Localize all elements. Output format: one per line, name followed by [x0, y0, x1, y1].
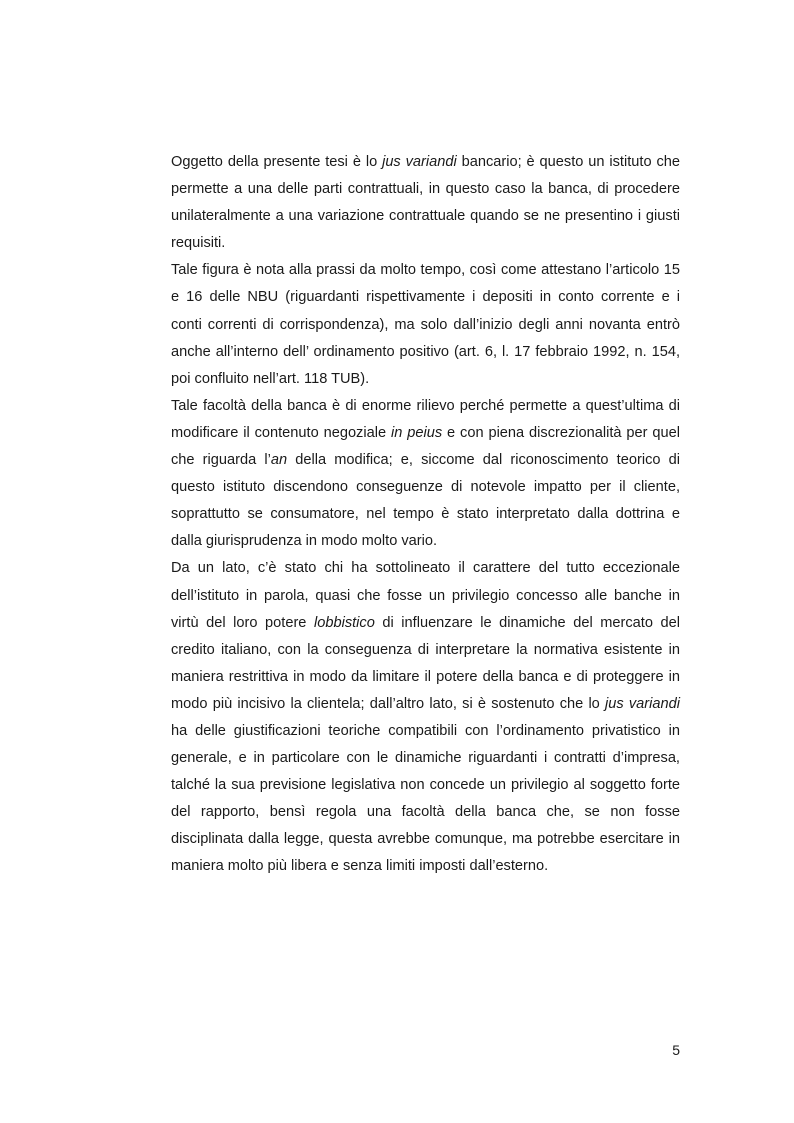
text-line — [171, 501, 680, 528]
italic-term: in peius — [390, 424, 443, 441]
text-segment: permette a una delle parti contrattuali, in questo caso la banca, di procedere — [171, 181, 680, 198]
text-segment: dell’istituto in parola, quasi che fosse un privilegio concesso alle banche in — [171, 587, 680, 604]
text-segment: Da un lato, c’è stato chi ha sottolineato il carattere del tutto eccezionale — [171, 560, 680, 577]
text-segment: disciplinata dalla legge, questa avrebbe comunque, ma potrebbe esercitare in — [171, 831, 680, 848]
text-line — [171, 664, 680, 691]
italic-term: an — [270, 452, 288, 469]
text-segment: modificare il contenuto negoziale — [171, 424, 391, 441]
page-number: 5 — [672, 1042, 680, 1058]
text-line — [171, 718, 680, 745]
text-segment: requisiti. — [171, 235, 226, 252]
text-line — [171, 312, 680, 339]
text-line — [171, 447, 680, 474]
text-segment: del rapporto, bensì regola una facoltà della banca che, se non fosse — [171, 804, 680, 821]
text-segment: poi confluito nell’art. 118 TUB). — [171, 370, 370, 387]
text-segment: generale, e in particolare con le dinamiche riguardanti i contratti d’impresa, — [171, 750, 680, 767]
text-line — [171, 149, 680, 176]
text-line — [171, 637, 680, 664]
text-line — [171, 555, 680, 582]
text-segment: Oggetto della presente tesi è lo — [171, 154, 383, 170]
text-line — [171, 853, 680, 880]
text-segment: e con piena discrezionalità per quel — [442, 424, 680, 441]
text-segment: ha delle giustificazioni teoriche compatibili con l’ordinamento privatistico in — [171, 722, 680, 739]
text-line — [171, 203, 680, 230]
text-segment: anche all’interno dell’ ordinamento positivo (art. 6, l. 17 febbraio 1992, n. 154, — [171, 343, 680, 360]
text-segment: virtù del loro potere — [171, 614, 314, 631]
text-segment: modo più incisivo la clientela; dall’altro lato, si è sostenuto che lo — [171, 695, 606, 712]
text-line — [171, 393, 680, 420]
text-line — [171, 583, 680, 610]
text-segment: bancario; è questo un istituto che — [456, 154, 680, 170]
text-line — [171, 799, 680, 826]
text-line — [171, 745, 680, 772]
text-segment: talché la sua previsione legislativa non concede un privilegio al soggetto forte — [171, 777, 680, 794]
text-line — [171, 284, 680, 311]
text-segment: unilateralmente a una variazione contrattuale quando se ne presentino i giusti — [171, 208, 680, 225]
text-segment: soprattutto se consumatore, nel tempo è stato interpretato dalla dottrina e — [171, 506, 680, 523]
text-segment: questo istituto discendono conseguenze di notevole impatto per il cliente, — [171, 479, 680, 496]
text-line — [171, 339, 680, 366]
italic-term: lobbistico — [313, 614, 375, 631]
text-segment: di influenzare le dinamiche del mercato del — [374, 614, 680, 631]
text-segment: maniera restrittiva in modo da limitare il potere della banca e di proteggere in — [171, 668, 680, 685]
text-segment: Tale figura è nota alla prassi da molto tempo, così come attestano l’articolo 15 — [171, 262, 680, 279]
text-line — [171, 826, 680, 853]
text-line — [171, 257, 680, 284]
text-line — [171, 366, 680, 393]
text-segment: e 16 delle NBU (riguardanti rispettivamente i depositi in conto corrente e i — [171, 289, 680, 306]
text-line — [171, 176, 680, 203]
text-segment: maniera molto più libera e senza limiti imposti dall’esterno. — [171, 858, 549, 875]
text-line — [171, 528, 680, 555]
text-segment: dalla giurisprudenza in modo molto vario. — [171, 533, 438, 550]
italic-term: jus variandi — [605, 695, 680, 712]
text-line — [171, 420, 680, 447]
text-line — [171, 474, 680, 501]
text-segment: conti correnti di corrispondenza), ma solo dall’inizio degli anni novanta entrò — [171, 316, 680, 333]
text-line — [171, 691, 680, 718]
text-segment: Tale facoltà della banca è di enorme rilievo perché permette a quest’ultima di — [171, 397, 680, 414]
text-segment: credito italiano, con la conseguenza di interpretare la normativa esistente in — [171, 641, 680, 658]
text-line — [171, 772, 680, 799]
body-text — [171, 149, 680, 881]
text-line — [171, 610, 680, 637]
text-line — [171, 230, 680, 257]
text-segment: della modifica; e, siccome dal riconoscimento teorico di — [287, 452, 680, 469]
text-segment: che riguarda l’ — [171, 452, 271, 469]
italic-term: jus variandi — [382, 154, 457, 170]
